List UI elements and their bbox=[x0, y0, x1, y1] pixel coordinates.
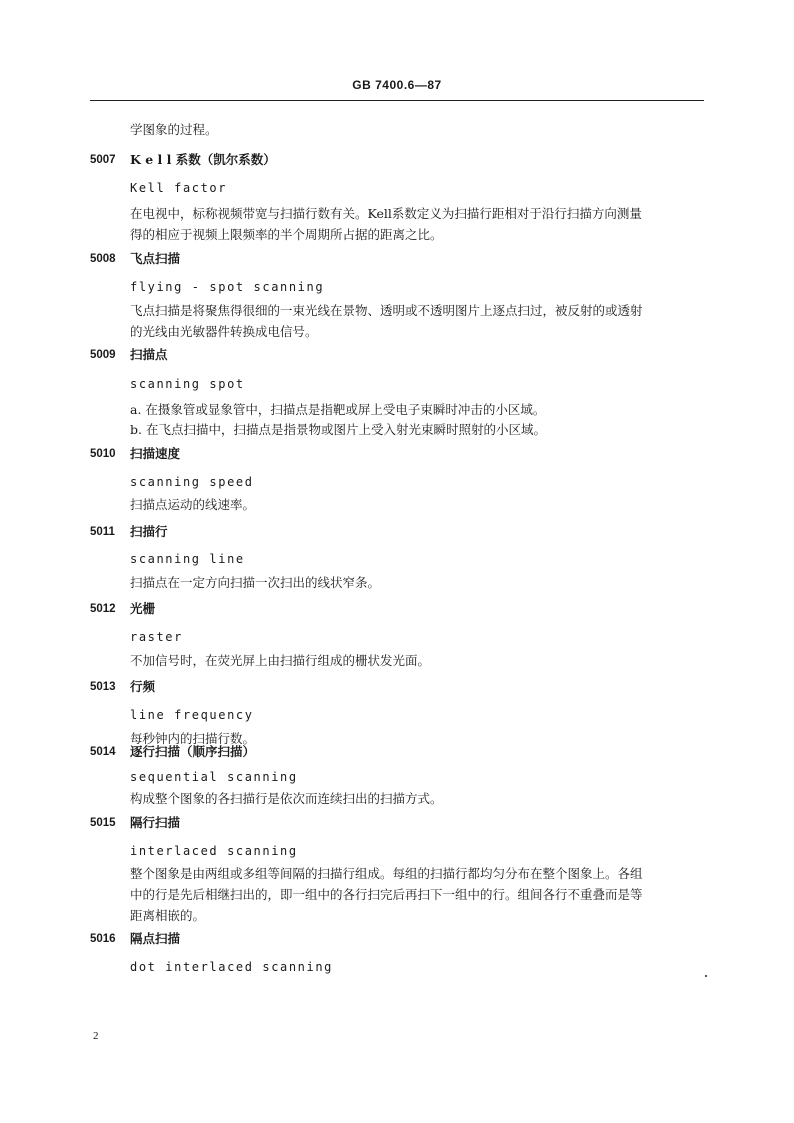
entry-code: 5010 bbox=[90, 448, 116, 460]
entry-definition-line: 在电视中，标称视频带宽与扫描行数有关。Kell系数定义为扫描行距相对于沿行扫描方向测量 bbox=[130, 206, 642, 221]
entry-definition-line: 扫描点运动的线速率。 bbox=[130, 497, 256, 512]
entry-code: 5012 bbox=[90, 603, 116, 615]
entry-definition-line: 不加信号时，在荧光屏上由扫描行组成的栅状发光面。 bbox=[130, 653, 431, 668]
entry-english-term: Kell factor bbox=[130, 181, 228, 195]
entry-term: 扫描行 bbox=[130, 524, 168, 539]
entry-term: 行频 bbox=[130, 679, 156, 694]
entry-code: 5016 bbox=[90, 933, 116, 945]
entry-term: 光栅 bbox=[130, 601, 156, 616]
entry-definition-line: 飞点扫描是将聚焦得很细的一束光线在景物、透明或不透明图片上逐点扫过，被反射的或透射 bbox=[130, 303, 643, 318]
entry-english-term: raster bbox=[130, 630, 183, 644]
entry-code: 5009 bbox=[90, 349, 116, 361]
entry-english-term: scanning spot bbox=[130, 377, 245, 391]
entry-term: 逐行扫描（顺序扫描） bbox=[130, 744, 256, 759]
entry-english-term: scanning speed bbox=[130, 475, 254, 489]
entry-english-term: interlaced scanning bbox=[130, 844, 298, 858]
entry-code: 5013 bbox=[90, 681, 116, 693]
entry-definition-line: 距离相嵌的。 bbox=[130, 908, 206, 923]
entry-definition-line: 的光线由光敏器件转换成电信号。 bbox=[130, 324, 318, 339]
entry-code: 5007 bbox=[90, 154, 116, 166]
entry-english-term: line frequency bbox=[130, 708, 254, 722]
stray-mark bbox=[705, 975, 707, 977]
entry-definition-line: 扫描点在一定方向扫描一次扫出的线状窄条。 bbox=[130, 575, 381, 590]
entry-term: 飞点扫描 bbox=[130, 251, 181, 266]
entry-code: 5015 bbox=[90, 817, 116, 829]
continuation-text: 学图象的过程。 bbox=[130, 122, 218, 137]
entry-definition-line: 得的相应于视频上限频率的半个周期所占据的距离之比。 bbox=[130, 227, 443, 242]
entry-definition-line: 整个图象是由两组或多组等间隔的扫描行组成。每组的扫描行都均匀分布在整个图象上。各组 bbox=[130, 866, 643, 881]
entry-definition-line: 中的行是先后相继扫出的，即一组中的各行扫完后再扫下一组中的行。组间各行不重叠而是等 bbox=[130, 887, 643, 902]
entry-term: 扫描速度 bbox=[130, 446, 181, 461]
header-rule bbox=[90, 100, 704, 101]
entry-term: 扫描点 bbox=[130, 347, 168, 362]
entry-english-term: flying - spot scanning bbox=[130, 280, 325, 294]
standard-header: GB 7400.6—87 bbox=[352, 78, 442, 92]
entry-definition-line: 每秒钟内的扫描行数。 bbox=[130, 731, 256, 746]
entry-english-term: scanning line bbox=[130, 552, 245, 566]
entry-term: K e l l 系数（凯尔系数） bbox=[130, 152, 276, 167]
entry-term: 隔行扫描 bbox=[130, 815, 181, 830]
entry-code: 5014 bbox=[90, 746, 116, 758]
page-number: 2 bbox=[93, 1030, 99, 1042]
entry-definition-line: a. 在摄象管或显象管中，扫描点是指靶或屏上受电子束瞬时冲击的小区域。 bbox=[130, 402, 546, 417]
entry-english-term: dot interlaced scanning bbox=[130, 960, 333, 974]
entry-english-term: sequential scanning bbox=[130, 770, 298, 784]
entry-code: 5011 bbox=[90, 526, 115, 538]
entry-definition-line: b. 在飞点扫描中，扫描点是指景物或图片上受入射光束瞬时照射的小区域。 bbox=[130, 422, 546, 437]
entry-definition-line: 构成整个图象的各扫描行是依次而连续扫出的扫描方式。 bbox=[130, 791, 443, 806]
entry-code: 5008 bbox=[90, 253, 116, 265]
entry-term: 隔点扫描 bbox=[130, 931, 181, 946]
